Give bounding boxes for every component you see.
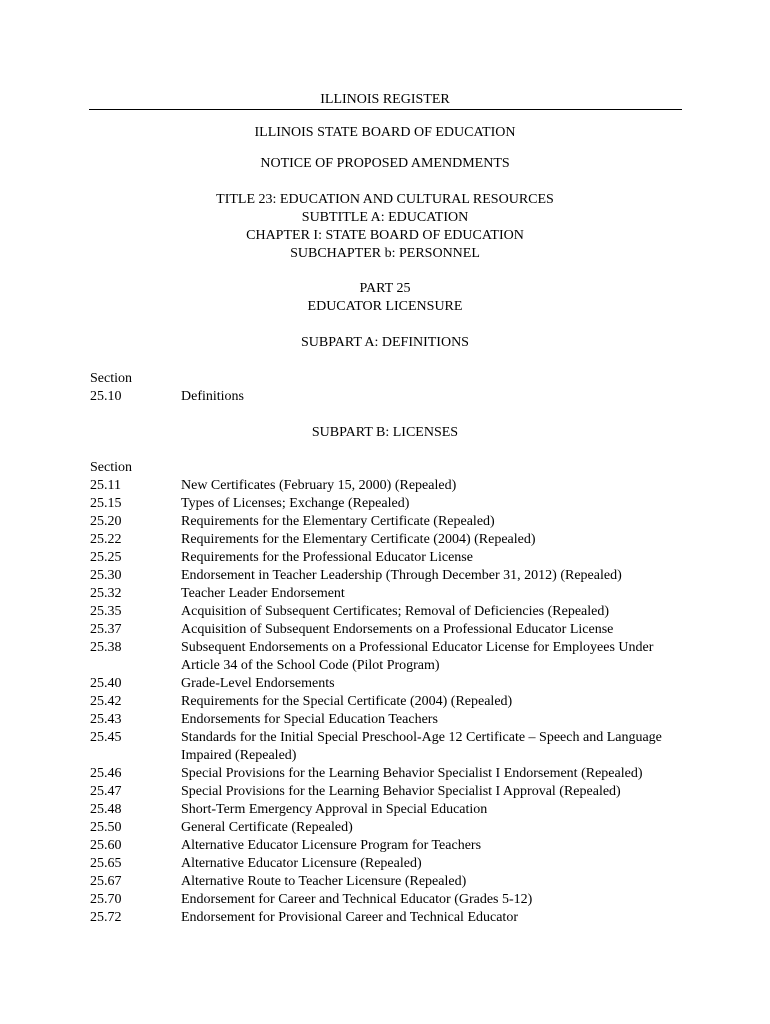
section-title: Endorsements for Special Education Teachers [181, 712, 438, 727]
section-title: Standards for the Initial Special Preschool-Age 12 Certificate – Speech and Language Impaired (Repealed) [181, 730, 662, 763]
section-title: Requirements for the Elementary Certificate (2004) (Repealed) [181, 532, 536, 547]
section-title: Requirements for the Special Certificate (2004) (Repealed) [181, 694, 513, 709]
section-title: Acquisition of Subsequent Certificates; Removal of Deficiencies (Repealed) [181, 604, 610, 619]
section-number: 25.20 [90, 514, 122, 529]
section-number: 25.70 [90, 892, 122, 907]
header-divider [89, 109, 682, 110]
section-number: 25.47 [90, 784, 122, 799]
section-title: Special Provisions for the Learning Behavior Specialist I Endorsement (Repealed) [181, 766, 643, 781]
section-title: Short-Term Emergency Approval in Special Education [181, 802, 488, 817]
toc-entry [0, 783, 770, 801]
section-number: 25.32 [90, 586, 122, 601]
section-title: Requirements for the Professional Educator License [181, 550, 473, 565]
section-number: 25.11 [90, 478, 121, 493]
section-number: 25.65 [90, 856, 122, 871]
section-number: 25.22 [90, 532, 122, 547]
toc-entry [0, 891, 770, 909]
notice-title: NOTICE OF PROPOSED AMENDMENTS [260, 156, 510, 171]
toc-entry [0, 477, 770, 495]
subpart-a-heading: SUBPART A: DEFINITIONS [301, 335, 469, 350]
subpart-b-heading: SUBPART B: LICENSES [311, 425, 459, 440]
toc-entry [0, 567, 770, 585]
section-number: 25.72 [90, 910, 122, 925]
toc-entry [0, 765, 770, 783]
toc-entry [0, 585, 770, 603]
section-number: 25.37 [90, 622, 122, 637]
section-title: Subsequent Endorsements on a Professional Educator License for Employees Under Article 34 of the School Code (Pilot Program) [181, 640, 654, 673]
subpart-b-section-label: Section [90, 460, 132, 475]
section-title: Types of Licenses; Exchange (Repealed) [181, 496, 410, 511]
section-number: 25.46 [90, 766, 122, 781]
section-title: Alternative Route to Teacher Licensure (Repealed) [181, 874, 467, 889]
toc-entry [0, 513, 770, 531]
part-heading-block [0, 280, 770, 316]
section-title: Endorsement for Career and Technical Educator (Grades 5-12) [181, 892, 533, 907]
section-number: 25.25 [90, 550, 122, 565]
subchapter-line: SUBCHAPTER b: PERSONNEL [290, 246, 480, 261]
subpart-b-heading-block [0, 424, 770, 442]
section-number: 25.10 [90, 389, 122, 404]
section-title: Requirements for the Elementary Certificate (Repealed) [181, 514, 495, 529]
section-number: 25.30 [90, 568, 122, 583]
toc-entry [0, 388, 770, 406]
section-title: Special Provisions for the Learning Behavior Specialist I Approval (Repealed) [181, 784, 621, 799]
toc-entry [0, 531, 770, 549]
section-number: 25.40 [90, 676, 122, 691]
subpart-a-heading-block [0, 334, 770, 352]
section-title: Endorsement for Provisional Career and Technical Educator [181, 910, 518, 925]
section-number: 25.48 [90, 802, 122, 817]
toc-entry [0, 855, 770, 873]
toc-entry [0, 873, 770, 891]
section-title: Grade-Level Endorsements [181, 676, 335, 691]
agency-name: ILLINOIS STATE BOARD OF EDUCATION [254, 125, 516, 140]
section-title: New Certificates (February 15, 2000) (Repealed) [181, 478, 457, 493]
register-title: ILLINOIS REGISTER [320, 92, 450, 107]
toc-entry [0, 495, 770, 513]
subpart-a-toc [0, 388, 770, 406]
section-number: 25.45 [90, 730, 122, 745]
section-number: 25.67 [90, 874, 122, 889]
subtitle-line: SUBTITLE A: EDUCATION [301, 210, 469, 225]
section-title: General Certificate (Repealed) [181, 820, 353, 835]
section-number: 25.35 [90, 604, 122, 619]
section-title: Endorsement in Teacher Leadership (Through December 31, 2012) (Repealed) [181, 568, 622, 583]
toc-entry [0, 675, 770, 693]
toc-entry [0, 639, 770, 675]
agency-block [0, 124, 770, 142]
section-title: Alternative Educator Licensure Program for Teachers [181, 838, 482, 853]
toc-entry [0, 801, 770, 819]
section-title: Teacher Leader Endorsement [181, 586, 345, 601]
toc-entry [0, 549, 770, 567]
title-heading-block [0, 191, 770, 263]
toc-entry [0, 621, 770, 639]
section-title: Acquisition of Subsequent Endorsements on a Professional Educator License [181, 622, 614, 637]
section-number: 25.38 [90, 640, 122, 655]
toc-entry [0, 711, 770, 729]
toc-entry [0, 603, 770, 621]
toc-entry [0, 909, 770, 927]
toc-entry [0, 837, 770, 855]
subpart-b-toc [0, 477, 770, 927]
section-title: Definitions [181, 389, 244, 404]
notice-block [0, 155, 770, 173]
part-name: EDUCATOR LICENSURE [307, 299, 463, 314]
section-number: 25.60 [90, 838, 122, 853]
title-line: TITLE 23: EDUCATION AND CULTURAL RESOURCES [216, 192, 554, 207]
toc-entry [0, 819, 770, 837]
toc-entry [0, 729, 770, 765]
section-number: 25.42 [90, 694, 122, 709]
subpart-a-section-label: Section [90, 371, 132, 386]
section-number: 25.15 [90, 496, 122, 511]
section-title: Alternative Educator Licensure (Repealed) [181, 856, 422, 871]
part-number: PART 25 [359, 281, 411, 296]
toc-entry [0, 693, 770, 711]
section-number: 25.43 [90, 712, 122, 727]
chapter-line: CHAPTER I: STATE BOARD OF EDUCATION [246, 228, 524, 243]
section-number: 25.50 [90, 820, 122, 835]
